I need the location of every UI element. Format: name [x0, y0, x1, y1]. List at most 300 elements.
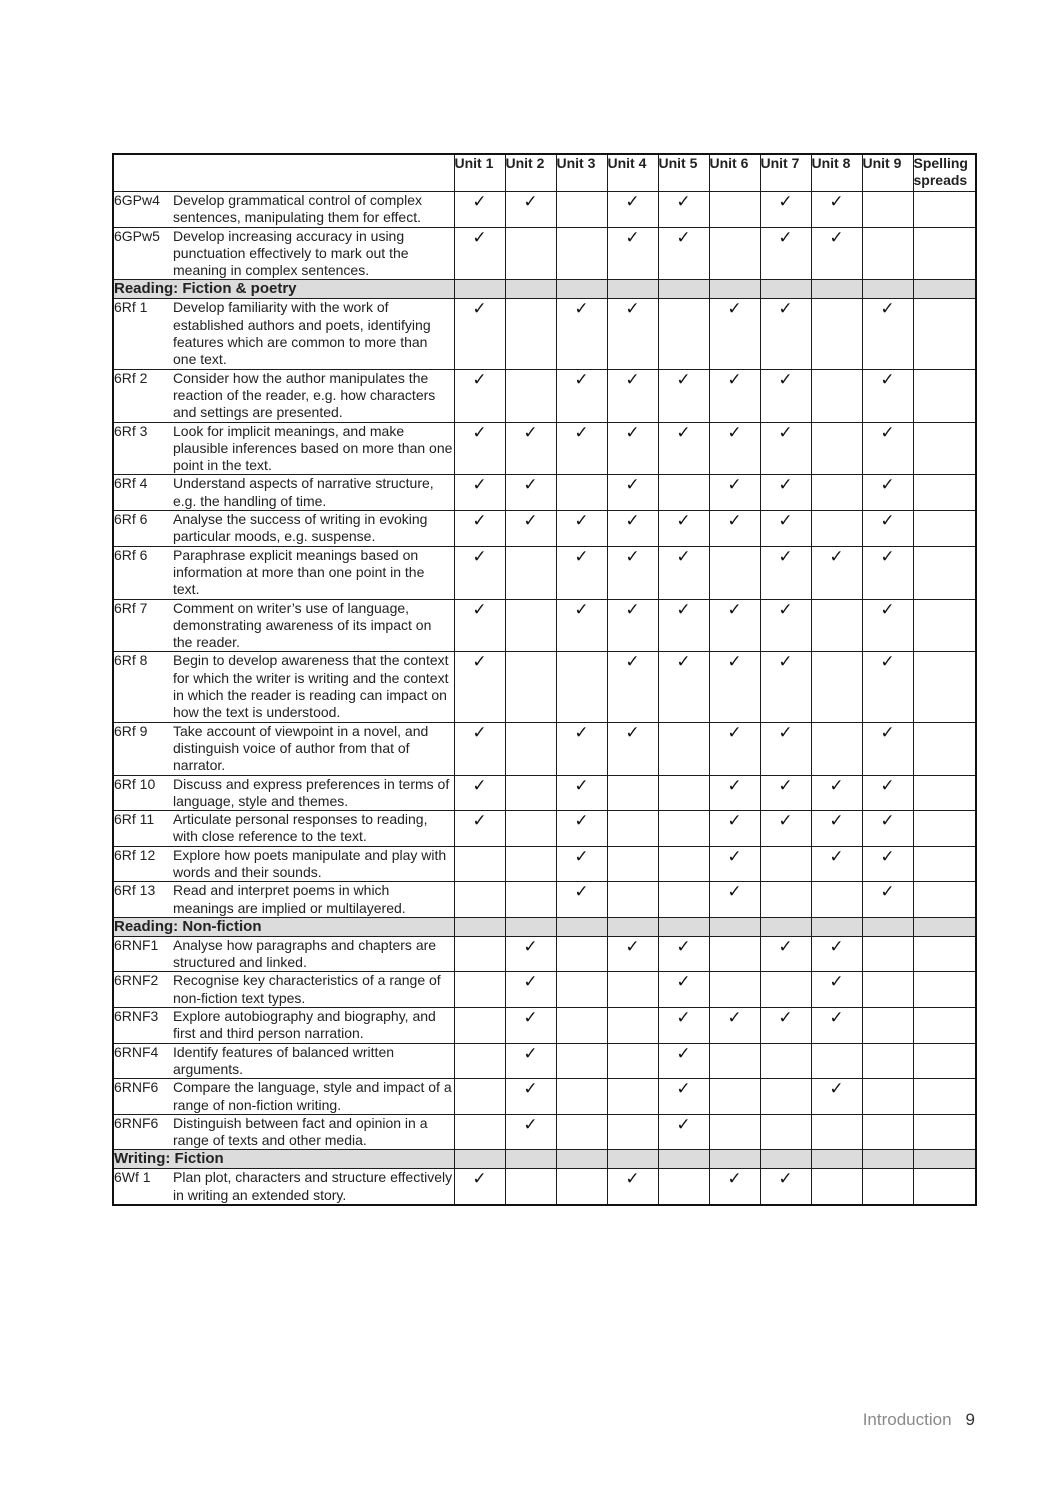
section-header-row: [113, 1150, 976, 1169]
check-mark-cell: ✓: [811, 192, 862, 228]
check-mark-cell: ✓: [556, 299, 607, 369]
check-mark-cell: ✓: [709, 475, 760, 511]
table-row: [113, 475, 976, 511]
empty-cell: [913, 475, 976, 511]
check-mark-cell: ✓: [607, 369, 658, 422]
table-row: [113, 422, 976, 475]
table-header-row: [113, 154, 976, 192]
objective-code: 6GPw5: [113, 227, 173, 280]
objective-code: 6RNF4: [113, 1043, 173, 1079]
empty-cell: [607, 1079, 658, 1115]
check-mark-cell: ✓: [505, 1043, 556, 1079]
empty-cell: [505, 882, 556, 918]
objective-description: Recognise key characteristics of a range of non-fiction text types.: [173, 972, 454, 1008]
check-mark-cell: ✓: [760, 811, 811, 847]
table-row: [113, 227, 976, 280]
empty-cell: [862, 227, 913, 280]
empty-cell: [454, 1079, 505, 1115]
check-mark-cell: ✓: [811, 936, 862, 972]
empty-cell: [811, 511, 862, 547]
section-blank-cell: [709, 280, 760, 299]
check-mark-cell: ✓: [454, 299, 505, 369]
section-blank-cell: [505, 917, 556, 936]
empty-cell: [454, 1008, 505, 1044]
empty-cell: [760, 1043, 811, 1079]
empty-cell: [913, 1008, 976, 1044]
check-mark-cell: ✓: [760, 422, 811, 475]
table-row: [113, 775, 976, 811]
check-mark-cell: ✓: [811, 972, 862, 1008]
empty-cell: [454, 936, 505, 972]
check-mark-cell: ✓: [709, 1008, 760, 1044]
check-mark-cell: ✓: [556, 811, 607, 847]
empty-cell: [454, 846, 505, 882]
check-mark-cell: ✓: [709, 811, 760, 847]
empty-cell: [607, 1043, 658, 1079]
empty-cell: [658, 775, 709, 811]
empty-cell: [505, 652, 556, 722]
section-blank-cell: [556, 1150, 607, 1169]
section-blank-cell: [811, 917, 862, 936]
empty-cell: [760, 1114, 811, 1150]
objective-description: Explore how poets manipulate and play with words and their sounds.: [173, 846, 454, 882]
objective-code: 6GPw4: [113, 192, 173, 228]
table-row: [113, 1114, 976, 1150]
empty-cell: [556, 227, 607, 280]
empty-cell: [811, 422, 862, 475]
check-mark-cell: ✓: [658, 652, 709, 722]
check-mark-cell: ✓: [709, 369, 760, 422]
table-row: [113, 1008, 976, 1044]
check-mark-cell: ✓: [658, 422, 709, 475]
empty-cell: [913, 1169, 976, 1205]
objective-description: Develop familiarity with the work of established authors and poets, identifying features which are common to more than one text.: [173, 299, 454, 369]
empty-cell: [658, 475, 709, 511]
empty-cell: [811, 369, 862, 422]
check-mark-cell: ✓: [760, 775, 811, 811]
check-mark-cell: ✓: [760, 299, 811, 369]
section-blank-cell: [760, 917, 811, 936]
page-number: 9: [965, 1410, 975, 1429]
empty-cell: [913, 299, 976, 369]
check-mark-cell: ✓: [658, 972, 709, 1008]
check-mark-cell: ✓: [658, 546, 709, 599]
empty-cell: [658, 882, 709, 918]
check-mark-cell: ✓: [862, 422, 913, 475]
objective-description: Analyse how paragraphs and chapters are structured and linked.: [173, 936, 454, 972]
empty-cell: [811, 722, 862, 775]
check-mark-cell: ✓: [556, 422, 607, 475]
empty-cell: [454, 1114, 505, 1150]
empty-cell: [811, 475, 862, 511]
section-blank-cell: [607, 1150, 658, 1169]
check-mark-cell: ✓: [505, 1008, 556, 1044]
table-row: [113, 722, 976, 775]
empty-cell: [913, 1043, 976, 1079]
check-mark-cell: ✓: [505, 511, 556, 547]
empty-cell: [607, 775, 658, 811]
empty-cell: [913, 972, 976, 1008]
table-body: [113, 192, 976, 1206]
check-mark-cell: ✓: [505, 192, 556, 228]
objective-code: 6Rf 9: [113, 722, 173, 775]
check-mark-cell: ✓: [658, 369, 709, 422]
check-mark-cell: ✓: [862, 299, 913, 369]
empty-cell: [913, 599, 976, 652]
check-mark-cell: ✓: [454, 722, 505, 775]
column-header: Unit 4: [607, 154, 658, 192]
check-mark-cell: ✓: [658, 227, 709, 280]
section-blank-cell: [709, 917, 760, 936]
table-row: [113, 972, 976, 1008]
objective-code: 6RNF3: [113, 1008, 173, 1044]
table-row: [113, 599, 976, 652]
empty-cell: [454, 882, 505, 918]
check-mark-cell: ✓: [862, 722, 913, 775]
empty-cell: [811, 882, 862, 918]
empty-cell: [658, 1169, 709, 1205]
empty-cell: [862, 1043, 913, 1079]
objective-code: 6RNF1: [113, 936, 173, 972]
empty-cell: [913, 227, 976, 280]
check-mark-cell: ✓: [760, 369, 811, 422]
empty-cell: [556, 972, 607, 1008]
section-header-row: [113, 280, 976, 299]
empty-cell: [913, 511, 976, 547]
section-blank-cell: [454, 280, 505, 299]
check-mark-cell: ✓: [454, 422, 505, 475]
empty-cell: [505, 369, 556, 422]
column-header: Unit 1: [454, 154, 505, 192]
empty-cell: [760, 846, 811, 882]
check-mark-cell: ✓: [556, 846, 607, 882]
check-mark-cell: ✓: [556, 722, 607, 775]
empty-cell: [913, 546, 976, 599]
section-blank-cell: [862, 280, 913, 299]
empty-cell: [709, 227, 760, 280]
table-row: [113, 369, 976, 422]
check-mark-cell: ✓: [607, 599, 658, 652]
section-blank-cell: [658, 917, 709, 936]
empty-cell: [556, 1008, 607, 1044]
objective-code: 6RNF6: [113, 1114, 173, 1150]
check-mark-cell: ✓: [454, 652, 505, 722]
empty-cell: [607, 846, 658, 882]
section-title: Reading: Non-fiction: [113, 917, 454, 936]
check-mark-cell: ✓: [454, 369, 505, 422]
check-mark-cell: ✓: [556, 882, 607, 918]
check-mark-cell: ✓: [862, 846, 913, 882]
check-mark-cell: ✓: [760, 192, 811, 228]
check-mark-cell: ✓: [862, 882, 913, 918]
check-mark-cell: ✓: [607, 722, 658, 775]
objective-code: 6Rf 6: [113, 511, 173, 547]
check-mark-cell: ✓: [811, 1008, 862, 1044]
check-mark-cell: ✓: [454, 227, 505, 280]
check-mark-cell: ✓: [607, 546, 658, 599]
check-mark-cell: ✓: [556, 369, 607, 422]
empty-cell: [913, 1114, 976, 1150]
check-mark-cell: ✓: [811, 1079, 862, 1115]
check-mark-cell: ✓: [607, 227, 658, 280]
objective-code: 6Rf 11: [113, 811, 173, 847]
check-mark-cell: ✓: [760, 722, 811, 775]
empty-cell: [556, 1043, 607, 1079]
table-row: [113, 846, 976, 882]
empty-cell: [607, 811, 658, 847]
empty-cell: [505, 299, 556, 369]
check-mark-cell: ✓: [607, 1169, 658, 1205]
table-row: [113, 1079, 976, 1115]
empty-cell: [556, 936, 607, 972]
objective-code: 6Rf 13: [113, 882, 173, 918]
check-mark-cell: ✓: [658, 1079, 709, 1115]
section-blank-cell: [862, 917, 913, 936]
table-row: [113, 811, 976, 847]
check-mark-cell: ✓: [658, 599, 709, 652]
check-mark-cell: ✓: [760, 936, 811, 972]
empty-cell: [862, 1079, 913, 1115]
section-blank-cell: [862, 1150, 913, 1169]
check-mark-cell: ✓: [454, 192, 505, 228]
table-row: [113, 511, 976, 547]
empty-cell: [505, 775, 556, 811]
curriculum-table: [112, 153, 977, 1206]
empty-cell: [556, 475, 607, 511]
table-row: [113, 1043, 976, 1079]
empty-cell: [505, 599, 556, 652]
check-mark-cell: ✓: [607, 511, 658, 547]
empty-cell: [811, 652, 862, 722]
check-mark-cell: ✓: [454, 811, 505, 847]
check-mark-cell: ✓: [556, 511, 607, 547]
check-mark-cell: ✓: [709, 722, 760, 775]
empty-cell: [556, 1079, 607, 1115]
empty-cell: [913, 936, 976, 972]
section-blank-cell: [913, 917, 976, 936]
empty-cell: [607, 1114, 658, 1150]
check-mark-cell: ✓: [607, 299, 658, 369]
check-mark-cell: ✓: [454, 775, 505, 811]
empty-cell: [760, 972, 811, 1008]
objective-code: 6Rf 2: [113, 369, 173, 422]
column-header: Unit 7: [760, 154, 811, 192]
check-mark-cell: ✓: [607, 422, 658, 475]
objective-description: Consider how the author manipulates the reaction of the reader, e.g. how characters and settings are presented.: [173, 369, 454, 422]
check-mark-cell: ✓: [862, 652, 913, 722]
objective-description: Analyse the success of writing in evoking particular moods, e.g. suspense.: [173, 511, 454, 547]
page-footer: [863, 1410, 975, 1430]
empty-cell: [811, 299, 862, 369]
check-mark-cell: ✓: [505, 422, 556, 475]
check-mark-cell: ✓: [760, 1169, 811, 1205]
table-row: [113, 882, 976, 918]
empty-cell: [913, 811, 976, 847]
section-blank-cell: [658, 1150, 709, 1169]
check-mark-cell: ✓: [709, 846, 760, 882]
empty-cell: [658, 846, 709, 882]
check-mark-cell: ✓: [862, 369, 913, 422]
check-mark-cell: ✓: [862, 511, 913, 547]
check-mark-cell: ✓: [760, 652, 811, 722]
empty-cell: [913, 722, 976, 775]
check-mark-cell: ✓: [862, 775, 913, 811]
check-mark-cell: ✓: [658, 511, 709, 547]
empty-cell: [709, 192, 760, 228]
column-header: Unit 3: [556, 154, 607, 192]
section-title: Reading: Fiction & poetry: [113, 280, 454, 299]
section-blank-cell: [811, 280, 862, 299]
empty-cell: [505, 1169, 556, 1205]
objective-description: Take account of viewpoint in a novel, and distinguish voice of author from that of narrator.: [173, 722, 454, 775]
empty-cell: [607, 1008, 658, 1044]
empty-cell: [811, 1043, 862, 1079]
empty-cell: [709, 936, 760, 972]
empty-cell: [505, 846, 556, 882]
objective-description: Understand aspects of narrative structure, e.g. the handling of time.: [173, 475, 454, 511]
empty-cell: [811, 599, 862, 652]
table-row: [113, 652, 976, 722]
empty-cell: [556, 192, 607, 228]
empty-cell: [913, 369, 976, 422]
empty-cell: [913, 1079, 976, 1115]
objective-code: 6Rf 1: [113, 299, 173, 369]
check-mark-cell: ✓: [709, 511, 760, 547]
empty-cell: [913, 652, 976, 722]
table-row: [113, 1169, 976, 1205]
check-mark-cell: ✓: [709, 1169, 760, 1205]
empty-cell: [709, 1079, 760, 1115]
check-mark-cell: ✓: [760, 511, 811, 547]
check-mark-cell: ✓: [760, 1008, 811, 1044]
check-mark-cell: ✓: [862, 546, 913, 599]
check-mark-cell: ✓: [505, 1114, 556, 1150]
objective-description: Look for implicit meanings, and make plausible inferences based on more than one point in the text.: [173, 422, 453, 474]
objective-code: 6Rf 8: [113, 652, 173, 722]
check-mark-cell: ✓: [760, 599, 811, 652]
objective-code: 6Rf 6: [113, 546, 173, 599]
objective-code: 6Rf 4: [113, 475, 173, 511]
objective-code: 6Wf 1: [113, 1169, 173, 1205]
empty-cell: [505, 227, 556, 280]
section-blank-cell: [556, 280, 607, 299]
check-mark-cell: ✓: [658, 1114, 709, 1150]
column-header: Unit 9: [862, 154, 913, 192]
empty-cell: [760, 1079, 811, 1115]
check-mark-cell: ✓: [709, 422, 760, 475]
column-header: Unit 2: [505, 154, 556, 192]
objective-code: 6Rf 12: [113, 846, 173, 882]
empty-cell: [862, 1008, 913, 1044]
section-blank-cell: [505, 280, 556, 299]
empty-cell: [607, 972, 658, 1008]
check-mark-cell: ✓: [454, 599, 505, 652]
empty-cell: [556, 1114, 607, 1150]
objective-description: Discuss and express preferences in terms of language, style and themes.: [173, 775, 454, 811]
empty-cell: [862, 936, 913, 972]
check-mark-cell: ✓: [709, 652, 760, 722]
section-blank-cell: [607, 280, 658, 299]
empty-cell: [913, 882, 976, 918]
check-mark-cell: ✓: [556, 775, 607, 811]
check-mark-cell: ✓: [658, 1008, 709, 1044]
objective-code: 6Rf 10: [113, 775, 173, 811]
section-blank-cell: [607, 917, 658, 936]
empty-cell: [505, 722, 556, 775]
check-mark-cell: ✓: [862, 811, 913, 847]
table-row: [113, 192, 976, 228]
check-mark-cell: ✓: [709, 775, 760, 811]
section-blank-cell: [913, 280, 976, 299]
check-mark-cell: ✓: [811, 775, 862, 811]
footer-section-label: Introduction: [862, 1410, 952, 1429]
check-mark-cell: ✓: [556, 546, 607, 599]
check-mark-cell: ✓: [709, 599, 760, 652]
empty-cell: [709, 546, 760, 599]
empty-cell: [913, 846, 976, 882]
check-mark-cell: ✓: [454, 1169, 505, 1205]
check-mark-cell: ✓: [454, 475, 505, 511]
check-mark-cell: ✓: [862, 475, 913, 511]
objective-description: Identify features of balanced written arguments.: [173, 1043, 454, 1079]
column-header: Unit 8: [811, 154, 862, 192]
objective-description: Begin to develop awareness that the context for which the writer is writing and the context in which the reader is reading can impact on how the text is understood.: [173, 652, 454, 722]
objective-description: Distinguish between fact and opinion in a range of texts and other media.: [173, 1114, 454, 1150]
check-mark-cell: ✓: [811, 811, 862, 847]
section-blank-cell: [505, 1150, 556, 1169]
empty-cell: [811, 1114, 862, 1150]
check-mark-cell: ✓: [709, 299, 760, 369]
section-header-row: [113, 917, 976, 936]
table-row: [113, 936, 976, 972]
empty-cell: [556, 652, 607, 722]
section-blank-cell: [658, 280, 709, 299]
empty-cell: [913, 422, 976, 475]
section-blank-cell: [760, 280, 811, 299]
empty-cell: [709, 1114, 760, 1150]
empty-cell: [658, 811, 709, 847]
objective-description: Develop increasing accuracy in using punctuation effectively to mark out the meaning in complex sentences.: [173, 227, 454, 280]
check-mark-cell: ✓: [607, 652, 658, 722]
empty-cell: [913, 192, 976, 228]
objective-code: 6RNF2: [113, 972, 173, 1008]
check-mark-cell: ✓: [811, 546, 862, 599]
objective-code: 6Rf 3: [113, 422, 173, 475]
check-mark-cell: ✓: [658, 936, 709, 972]
objective-code: 6Rf 7: [113, 599, 173, 652]
check-mark-cell: ✓: [760, 475, 811, 511]
column-header: Unit 6: [709, 154, 760, 192]
objective-description: Explore autobiography and biography, and first and third person narration.: [173, 1008, 454, 1044]
section-blank-cell: [811, 1150, 862, 1169]
section-blank-cell: [454, 1150, 505, 1169]
check-mark-cell: ✓: [607, 475, 658, 511]
section-blank-cell: [760, 1150, 811, 1169]
empty-cell: [862, 1169, 913, 1205]
section-blank-cell: [454, 917, 505, 936]
empty-cell: [760, 882, 811, 918]
check-mark-cell: ✓: [862, 599, 913, 652]
header-blank-cell: [113, 154, 454, 192]
empty-cell: [913, 775, 976, 811]
empty-cell: [709, 1043, 760, 1079]
table-row: [113, 299, 976, 369]
section-blank-cell: [556, 917, 607, 936]
empty-cell: [607, 882, 658, 918]
check-mark-cell: ✓: [658, 1043, 709, 1079]
empty-cell: [862, 972, 913, 1008]
check-mark-cell: ✓: [811, 846, 862, 882]
